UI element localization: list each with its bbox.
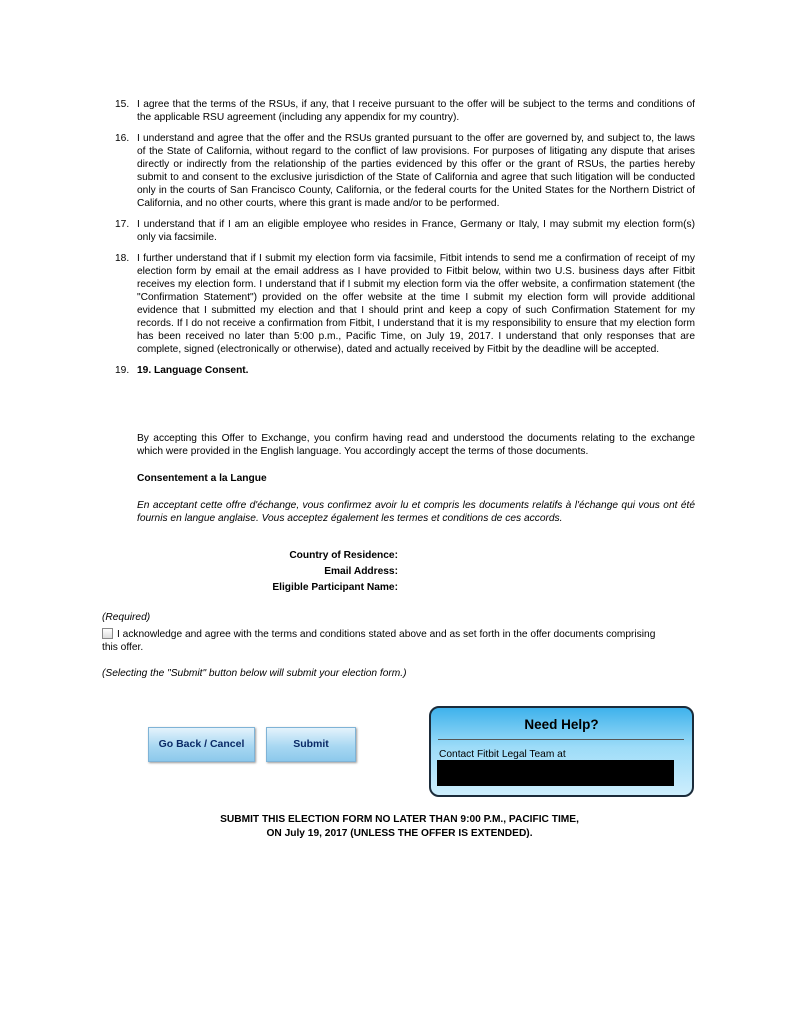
term-text: I agree that the terms of the RSUs, if any, that I receive pursuant to the offer will be subject to the terms and conditions of the applicable RSU agreement (including any appendix for my country). xyxy=(137,99,695,123)
email-address-label: Email Address: xyxy=(324,566,398,577)
term-text: I further understand that if I submit my election form via facsimile, Fitbit intends to send me a confirmation of receipt of my election form by email at the email address as I have provided to Fitbit below, within two U.S. business days after Fitbit receives my election form. I understand that if I submit my election form via the offer website, a confirmation statement (the "Confirmation Statement") provided on the offer website at the time I submit my election form will provide additional evidence that I submitted my election and that I should print and keep a copy of such Confirmation Statement for my records. If I do not receive a confirmation from Fitbit, I understand that it is my responsibility to ensure that my election form has been received no later than 5:00 p.m., Pacific Time, on July 19, 2017. I understand that only responses that are complete, signed (electronically or otherwise), dated and actually received by Fitbit by the deadline will be accepted. xyxy=(137,253,695,355)
acknowledge-row xyxy=(102,628,662,654)
divider xyxy=(438,739,684,740)
need-help-title: Need Help? xyxy=(524,717,599,732)
term-number: 18. xyxy=(115,253,130,264)
deadline-line-2: ON July 19, 2017 (UNLESS THE OFFER IS EXTENDED). xyxy=(266,828,533,839)
acknowledge-text: I acknowledge and agree with the terms and conditions stated above and as set forth in the offer documents comprising this offer. xyxy=(102,629,656,653)
term-number: 15. xyxy=(115,99,130,110)
term-text: I understand and agree that the offer and the RSUs granted pursuant to the offer are governed by, and subject to, the laws of the State of California, without regard to the conflict of law provisions. For purposes of litigating any dispute that arises directly or indirectly from the relationship of the parties evidenced by this offer or the grant of RSUs, the parties hereby submit to and consent to the exclusive jurisdiction of the State of California and agree that such litigation will be conducted only in the courts of San Francisco County, California, or the federal courts for the United States for the Northern District of California, and no other courts, where this grant is made and/or to be performed. xyxy=(137,133,695,209)
eligible-participant-name-label: Eligible Participant Name: xyxy=(272,582,398,593)
go-back-cancel-button[interactable]: Go Back / Cancel xyxy=(148,727,255,762)
term-item-16 xyxy=(115,132,695,210)
acknowledge-checkbox[interactable] xyxy=(102,628,113,639)
french-consent-text: En acceptant cette offre d'échange, vous confirmez avoir lu et compris les documents relatifs à l'échange qui vous ont été fournis en langue anglaise. Vous acceptez également les termes et conditions de ces accords. xyxy=(137,500,695,524)
term-item-18 xyxy=(115,252,695,356)
submit-button[interactable]: Submit xyxy=(266,727,356,762)
term-number: 16. xyxy=(115,133,130,144)
deadline-line-1: SUBMIT THIS ELECTION FORM NO LATER THAN 9:00 P.M., PACIFIC TIME, xyxy=(220,814,579,825)
term-item-15 xyxy=(115,98,695,124)
term-text: I understand that if I am an eligible employee who resides in France, Germany or Italy, I may submit my election form(s) only via facsimile. xyxy=(137,219,695,243)
term-number: 17. xyxy=(115,219,130,230)
country-of-residence-label: Country of Residence: xyxy=(289,550,398,561)
need-help-box xyxy=(429,706,694,797)
participant-fields xyxy=(200,548,398,596)
required-label: (Required) xyxy=(102,612,151,623)
terms-list xyxy=(115,98,695,385)
language-consent-heading: 19. Language Consent. xyxy=(137,365,249,376)
english-consent-text: By accepting this Offer to Exchange, you confirm having read and understood the documents relating to the exchange which were provided in the English language. You accordingly accept the terms of those documents. xyxy=(137,433,695,457)
submit-note: (Selecting the "Submit" button below will submit your election form.) xyxy=(102,668,407,679)
french-consent-heading: Consentement a la Langue xyxy=(137,473,267,484)
term-number: 19. xyxy=(115,365,130,376)
submission-deadline xyxy=(0,813,799,841)
redacted-contact xyxy=(437,760,674,786)
term-item-19 xyxy=(115,364,695,377)
contact-text: Contact Fitbit Legal Team at xyxy=(439,749,566,760)
term-item-17 xyxy=(115,218,695,244)
